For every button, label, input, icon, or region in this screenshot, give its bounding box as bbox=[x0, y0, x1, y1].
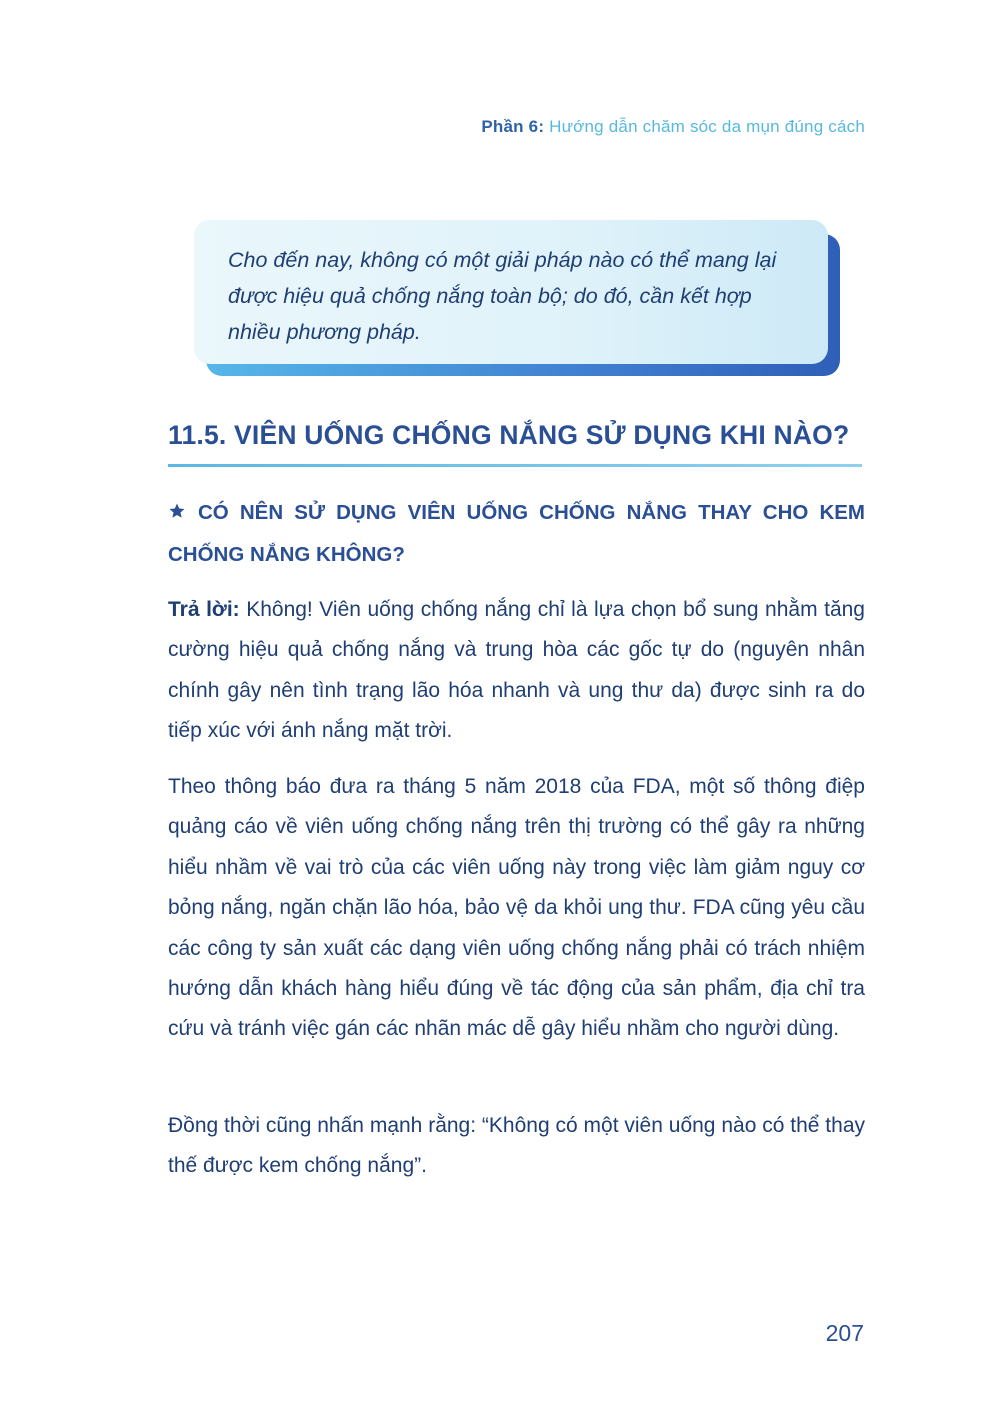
callout-text: Cho đến nay, không có một giải pháp nào có thể mang lại được hiệu quả chống nắng toàn bộ; do đó, cần kết hợp nhiều phương pháp. bbox=[228, 248, 777, 344]
callout-box bbox=[194, 220, 840, 376]
heading-underline bbox=[168, 464, 862, 467]
section-heading: 11.5. VIÊN UỐNG CHỐNG NẮNG SỬ DỤNG KHI NÀO? bbox=[168, 420, 850, 450]
part-title: Hướng dẫn chăm sóc da mụn đúng cách bbox=[549, 117, 865, 136]
question-heading bbox=[168, 492, 865, 576]
paragraph-conclusion: Đồng thời cũng nhấn mạnh rằng: “Không có một viên uống nào có thể thay thế được kem chống nắng”. bbox=[168, 1114, 865, 1178]
part-label: Phần 6: bbox=[481, 117, 545, 136]
answer-paragraph bbox=[168, 590, 865, 752]
star-icon bbox=[168, 502, 186, 520]
answer-label: Trả lời: bbox=[168, 598, 240, 621]
answer-text: Không! Viên uống chống nắng chỉ là lựa chọn bổ sung nhằm tăng cường hiệu quả chống nắng và trung hòa các gốc tự do (nguyên nhân chính gây nên tình trạng lão hóa nhanh và ung thư da) được sinh ra do tiếp xúc với ánh nắng mặt trời. bbox=[168, 598, 865, 743]
running-header bbox=[481, 117, 865, 137]
page-number: 207 bbox=[825, 1320, 864, 1346]
paragraph-fda: Theo thông báo đưa ra tháng 5 năm 2018 của FDA, một số thông điệp quảng cáo về viên uống chống nắng trên thị trường có thể gây ra những hiểu nhầm về vai trò của các viên uống này trong việc làm giảm nguy cơ bỏng nắng, ngăn chặn lão hóa, bảo vệ da khỏi ung thư. FDA cũng yêu cầu các công ty sản xuất các dạng viên uống chống nắng phải có trách nhiệm hướng dẫn khách hàng hiểu đúng về tác động của sản phẩm, địa chỉ tra cứu và tránh việc gán các nhãn mác dễ gây hiểu nhầm cho người dùng. bbox=[168, 775, 865, 1041]
callout-panel bbox=[194, 220, 828, 364]
question-text: CÓ NÊN SỬ DỤNG VIÊN UỐNG CHỐNG NẮNG THAY CHO KEM CHỐNG NẮNG KHÔNG? bbox=[168, 501, 865, 566]
